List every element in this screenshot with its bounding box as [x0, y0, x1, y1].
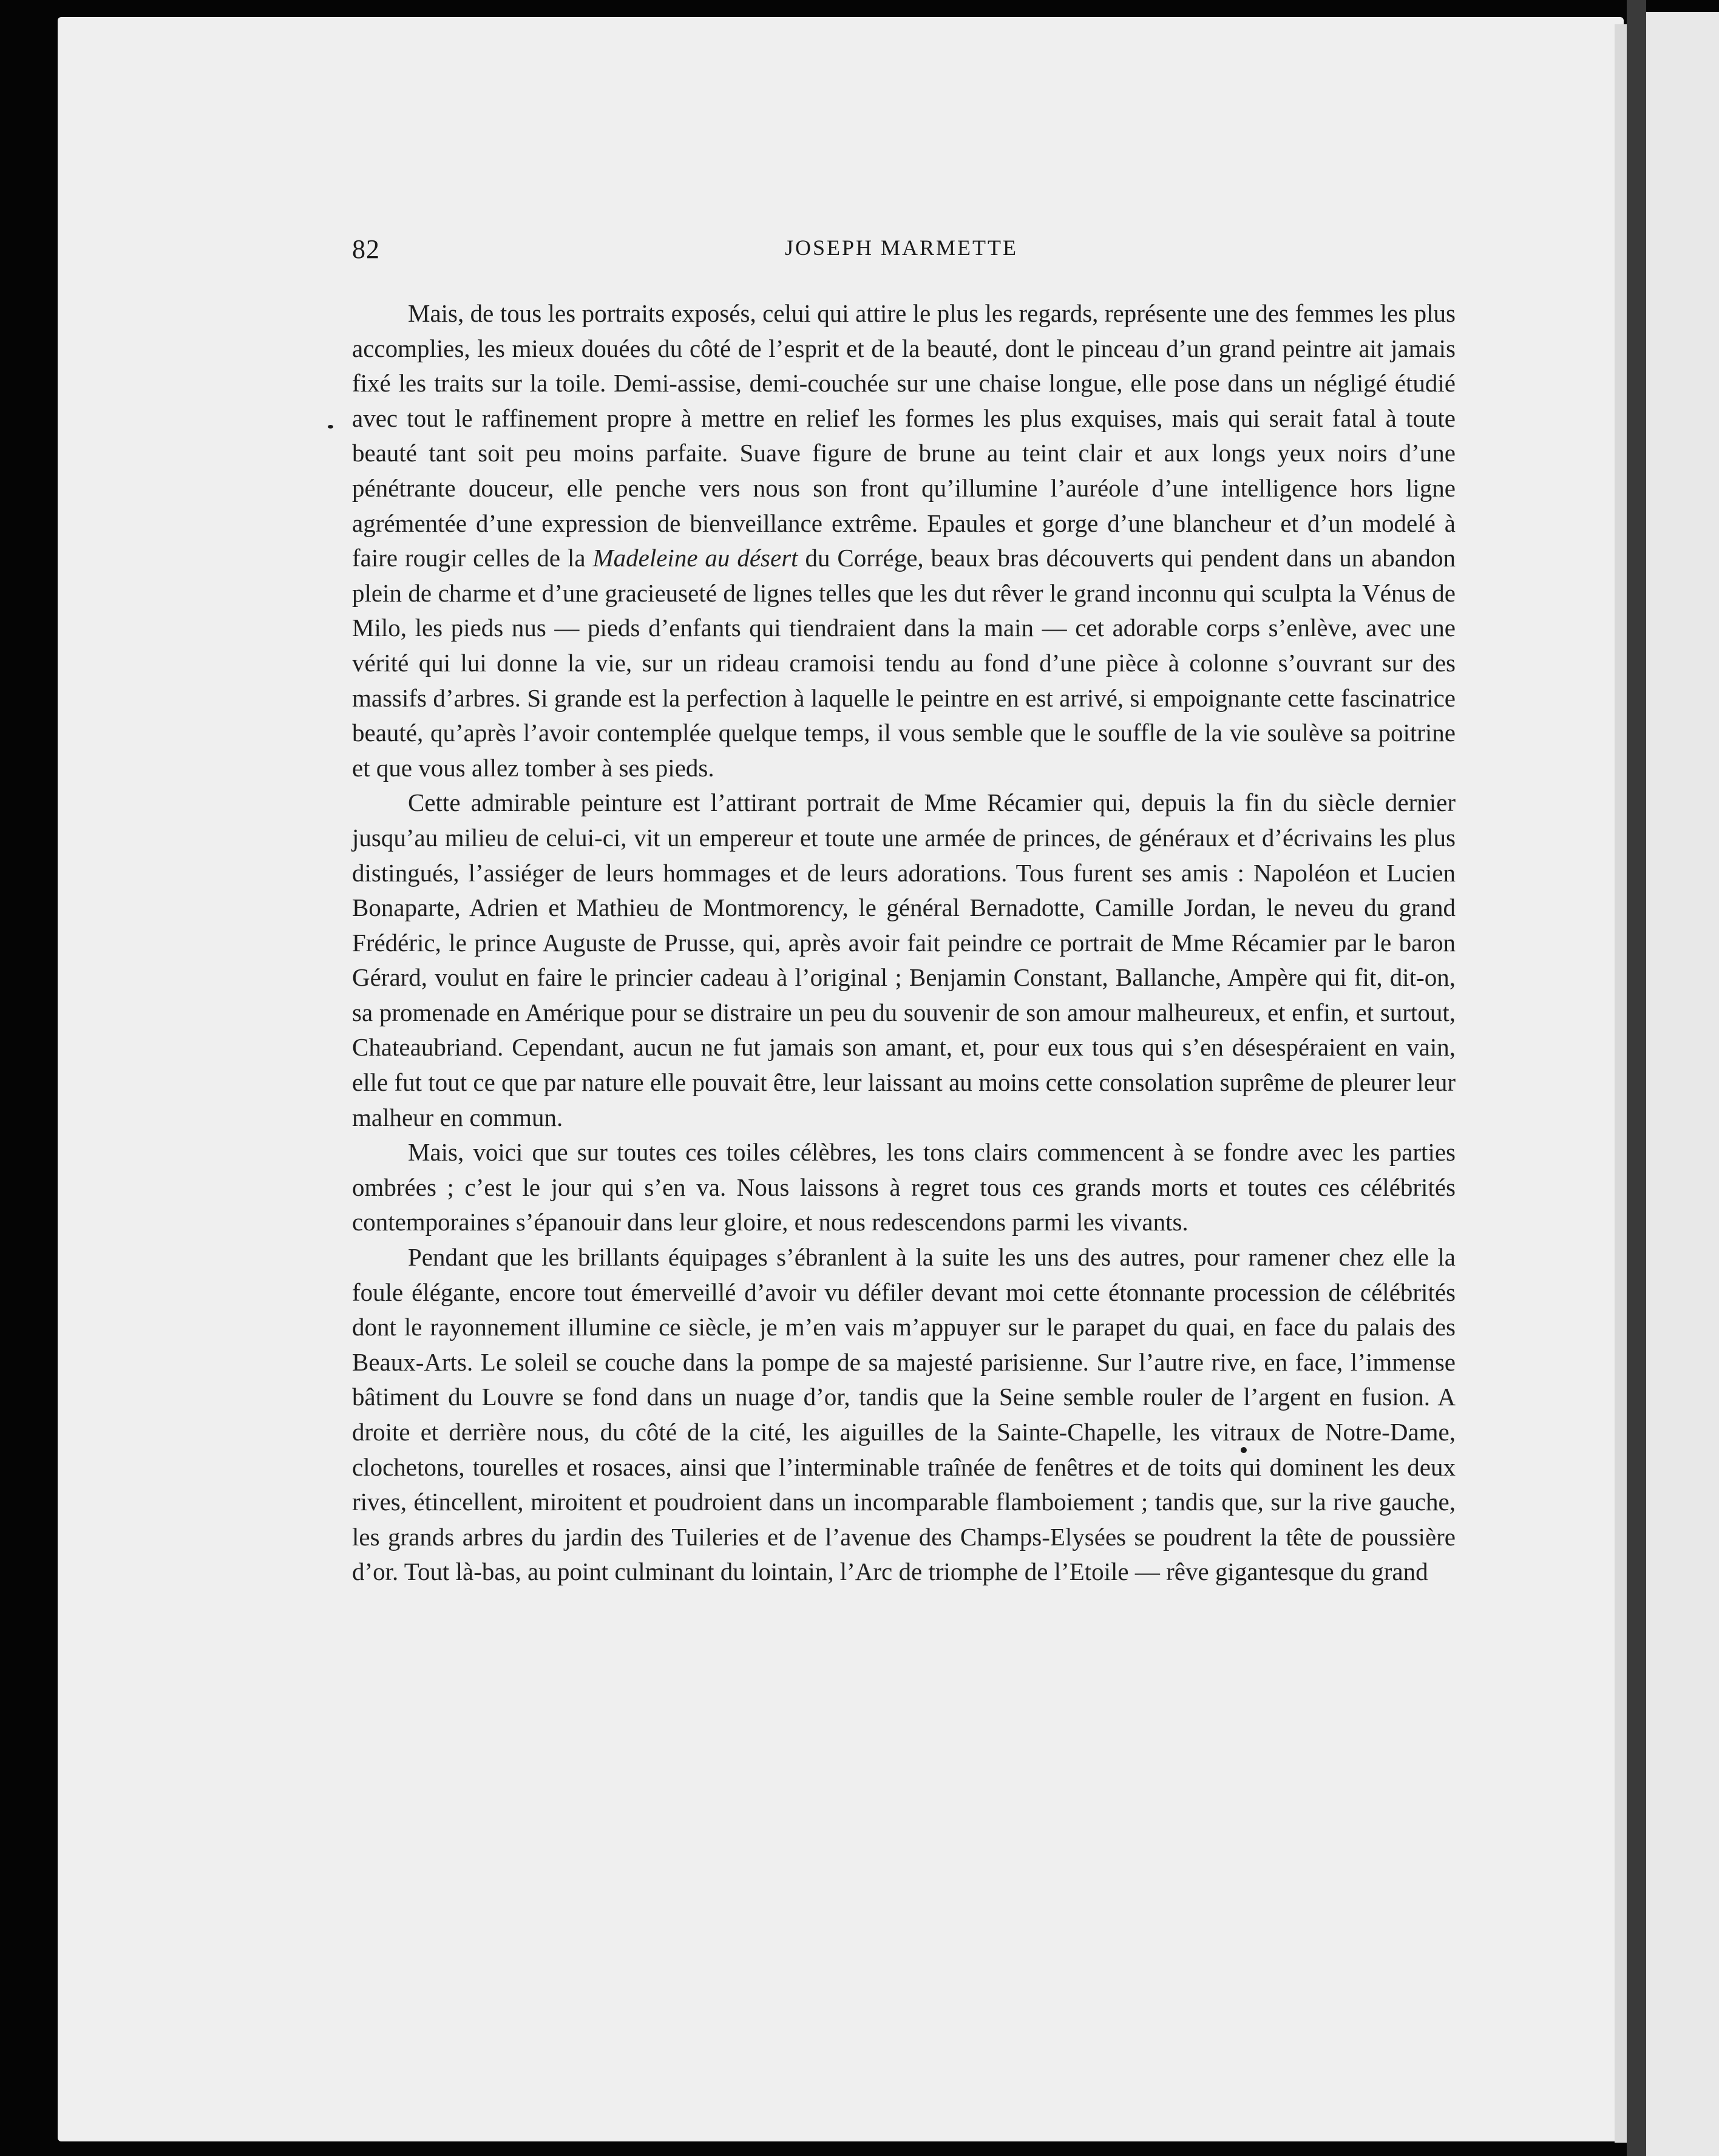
body-text: [352, 296, 1456, 1590]
facing-page-edge: [1646, 12, 1719, 2156]
paragraph-1-text-before: Mais, de tous les portraits exposés, celui qui attire le plus les regards, représente une des femmes les plus accomplies, les mieux douées du côté de l’esprit et de la beauté, dont le pinceau d’un grand peintre ait jamais fixé les traits sur la toile. Demi-assise, demi-couchée sur une chaise longue, elle pose dans un négligé étudié avec tout le raffinement propre à mettre en relief les formes les plus exquises, mais qui serait fatal à toute beauté tant soit peu moins parfaite. Suave figure de brune au teint clair et aux longs yeux noirs d’une pénétrante douceur, elle penche vers nous son front qu’illumine l’auréole d’une intelligence hors ligne agrémentée d’une expression de bienveillance extrême. Epaules et gorge d’une blancheur et d’un modelé à faire rougir celles de la: [352, 299, 1456, 572]
page-edge-shadow: [1615, 24, 1627, 2143]
page-number: 82: [352, 234, 380, 264]
paragraph-3: Mais, voici que sur toutes ces toiles célèbres, les tons clairs commencent à se fondre avec les parties ombrées ; c’est le jour qui s’en va. Nous laissons à regret tous ces grands morts et toutes ces célébrités contemporaines s’épanouir dans leur gloire, et nous redescendons parmi les vivants.: [352, 1138, 1456, 1236]
paragraph-4: Pendant que les brillants équipages s’ébranlent à la suite les uns des autres, pour ramener chez elle la foule élégante, encore tout émerveillé d’avoir vu défiler devant moi cette étonnante procession de célébrités dont le rayonnement illumine ce siècle, je m’en vais m’appuyer sur le parapet du quai, en face du palais des Beaux-Arts. Le soleil se couche dans la pompe de sa majesté parisienne. Sur l’autre rive, en face, l’immense bâtiment du Louvre se fond dans un nuage d’or, tandis que la Seine semble rouler de l’argent en fusion. A droite et derrière nous, du côté de la cité, les aiguilles de la Sainte-Chapelle, les vitraux de Notre-Dame, clochetons, tourelles et rosaces, ainsi que l’interminable traînée de fenêtres et de toits qui dominent les deux rives, étincellent, miroitent et poudroient dans un incomparable flamboiement ; tandis que, sur la rive gauche, les grands arbres du jardin des Tuileries et de l’avenue des Champs-Elysées se poudrent la tête de poussière d’or. Tout là-bas, au point culminant du lointain, l’Arc de triomphe de l’Etoile — rêve gigantesque du grand: [352, 1243, 1456, 1586]
running-title: JOSEPH MARMETTE: [784, 236, 1019, 260]
paragraph-1-text-after: du Corrége, beaux bras découverts qui pendent dans un abandon plein de charme et d’une gracieuseté de lignes telles que les dut rêver le grand inconnu qui sculpta la Vénus de Milo, les pieds nus — pieds d’enfants qui tiendraient dans la main — cet adorable corps s’enlève, avec une vérité qui lui donne la vie, sur un rideau cramoisi tendu au fond d’une pièce à colonne s’ouvrant sur des massifs d’arbres. Si grande est la perfection à laquelle le peintre en est arrivé, si empoignante cette fascinatrice beauté, qu’après l’avoir contemplée quelque temps, il vous semble que le souffle de la vie soulève sa poitrine et que vous allez tomber à ses pieds.: [352, 544, 1456, 782]
ink-speck: [328, 425, 333, 429]
paragraph-2: Cette admirable peinture est l’attirant portrait de Mme Récamier qui, depuis la fin du siècle dernier jusqu’au milieu de celui-ci, vit un empereur et toute une armée de princes, de généraux et d’écrivains les plus distingués, l’assiéger de leurs hommages et de leurs adorations. Tous furent ses amis : Napoléon et Lucien Bonaparte, Adrien et Mathieu de Montmorency, le général Bernadotte, Camille Jordan, le neveu du grand Frédéric, le prince Auguste de Prusse, qui, après avoir fait peindre ce portrait de Mme Récamier par le baron Gérard, voulut en faire le princier cadeau à l’original ; Benjamin Constant, Ballanche, Ampère qui fit, dit-on, sa promenade en Amérique pour se distraire un peu du souvenir de son amour malheureux, et enfin, et surtout, Chateaubriand. Cependant, aucun ne fut jamais son amant, et, pour eux tous qui s’en désespéraient en vain, elle fut tout ce que par nature elle pouvait être, leur laissant au moins cette consolation suprême de pleurer leur malheur en commun.: [352, 788, 1456, 1131]
ink-speck: [1241, 1447, 1247, 1453]
book-gutter: [1627, 0, 1646, 2156]
paragraph-1: [352, 296, 1456, 785]
running-head: [352, 234, 1451, 270]
artwork-title-italic: Madeleine au désert: [592, 544, 798, 572]
